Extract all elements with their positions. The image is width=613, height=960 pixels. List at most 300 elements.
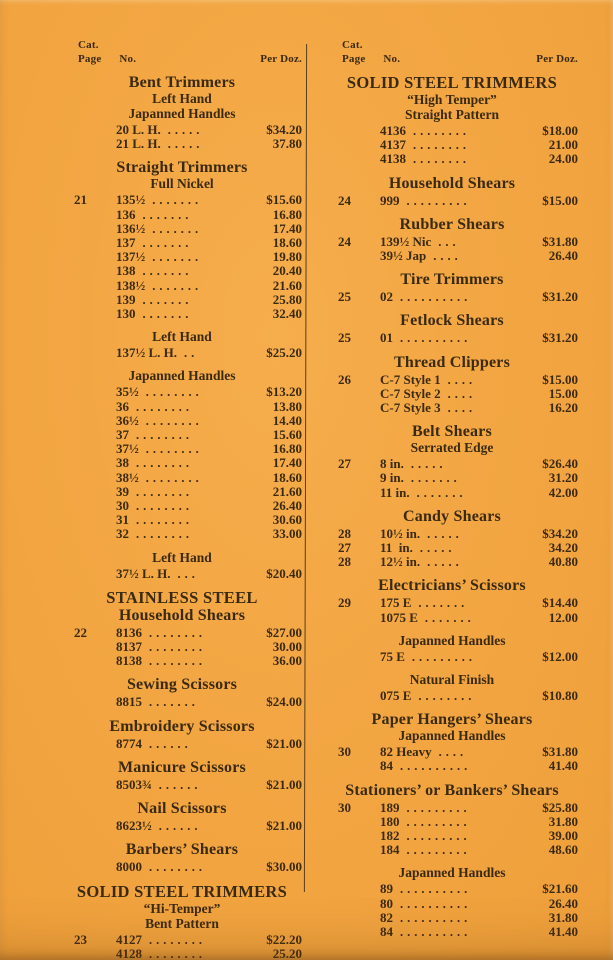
section-headings xyxy=(326,865,578,880)
section-rows xyxy=(326,527,578,570)
price-list-section xyxy=(62,368,302,541)
cat-label: Cat. xyxy=(342,39,363,51)
dot-leader: ........ xyxy=(136,428,193,443)
price-per-dozen: 39.00 xyxy=(548,828,578,844)
price-row xyxy=(62,307,302,321)
price-row xyxy=(62,250,302,264)
item-number: 137½ L. H. xyxy=(116,345,178,361)
price-row xyxy=(62,293,302,307)
price-per-dozen: 36.00 xyxy=(272,653,302,669)
price-list-section xyxy=(326,312,578,345)
dot-leader: .. xyxy=(184,346,199,361)
dot-leader: .... xyxy=(433,249,462,264)
price-per-dozen: 37.80 xyxy=(272,136,302,152)
dot-leader: ....... xyxy=(152,221,203,236)
price-per-dozen: 21.00 xyxy=(548,137,578,153)
price-per-dozen: 31.80 xyxy=(548,813,578,829)
catalog-page-number: 26 xyxy=(338,371,351,387)
price-per-dozen: $31.80 xyxy=(542,744,578,760)
price-list-section xyxy=(326,672,578,703)
dot-leader: .......... xyxy=(400,290,472,305)
price-per-dozen: 15.00 xyxy=(548,385,578,401)
price-per-dozen: 25.20 xyxy=(272,945,302,960)
item-number: C-7 Style 1 xyxy=(380,371,441,387)
item-number: 4127 xyxy=(116,931,142,947)
item-number: 36½ xyxy=(116,412,139,428)
item-number: 11 in. xyxy=(380,484,410,500)
dot-leader: ....... xyxy=(149,695,199,710)
price-per-dozen: 24.00 xyxy=(548,151,578,167)
dot-leader: .......... xyxy=(400,759,472,774)
item-number: 1075 E xyxy=(380,609,418,625)
section-rows xyxy=(326,331,578,345)
item-number: 8 in. xyxy=(380,456,404,472)
price-row xyxy=(62,222,302,236)
price-per-dozen: 18.60 xyxy=(272,235,302,251)
price-row xyxy=(62,933,302,947)
price-per-dozen: $34.20 xyxy=(266,122,302,137)
price-row xyxy=(326,925,578,939)
catalog-page-number: 22 xyxy=(74,624,87,640)
price-per-dozen: 13.80 xyxy=(272,398,302,414)
price-per-dozen: 21.60 xyxy=(272,483,302,499)
item-number: 138 xyxy=(116,263,136,279)
price-row xyxy=(62,385,302,399)
price-row xyxy=(62,279,302,293)
section-rows xyxy=(62,778,302,792)
dot-leader: ......... xyxy=(406,814,471,829)
dot-leader: ...... xyxy=(149,736,192,751)
dot-leader: ..... xyxy=(419,541,456,556)
item-number: 37½ L. H. xyxy=(116,565,171,581)
price-row xyxy=(326,331,578,345)
dot-leader: ...... xyxy=(158,819,202,834)
item-number: 8138 xyxy=(116,653,142,669)
catalog-page-number: 28 xyxy=(338,525,351,541)
dot-leader: ....... xyxy=(142,236,193,251)
section-rows xyxy=(326,235,578,263)
item-number: 8774 xyxy=(116,735,142,751)
price-row xyxy=(326,911,578,925)
dot-leader: ....... xyxy=(424,610,475,625)
section-headings xyxy=(326,711,578,743)
price-per-dozen: $21.60 xyxy=(542,881,578,897)
price-row xyxy=(326,801,578,815)
price-per-dozen: 26.40 xyxy=(548,248,578,264)
section-headings xyxy=(62,759,302,776)
section-heading: Belt Shears xyxy=(412,423,492,441)
section-rows xyxy=(326,650,578,664)
section-rows xyxy=(326,290,578,304)
item-number: 189 xyxy=(380,799,400,815)
dot-leader: ........ xyxy=(413,138,470,153)
cat-page-header xyxy=(342,40,365,65)
price-per-dozen: 25.80 xyxy=(272,291,302,307)
per-doz-header: Per Doz. xyxy=(536,53,578,65)
item-number: 8137 xyxy=(116,639,142,655)
item-number: 39 xyxy=(116,483,129,499)
no-header: No. xyxy=(119,53,137,65)
section-headings xyxy=(326,782,578,799)
section-rows xyxy=(62,193,302,321)
section-heading: Natural Finish xyxy=(409,672,495,688)
catalog-page-number: 28 xyxy=(338,554,351,570)
price-per-dozen: 26.40 xyxy=(272,498,302,514)
dot-leader: ....... xyxy=(152,193,203,208)
item-number: 84 xyxy=(380,924,393,940)
dot-leader: ........ xyxy=(418,689,476,704)
section-rows xyxy=(326,689,578,703)
price-row xyxy=(62,567,302,581)
section-rows xyxy=(62,695,302,709)
price-per-dozen: 20.40 xyxy=(272,263,302,279)
price-list-section xyxy=(326,782,578,858)
price-per-dozen: 26.40 xyxy=(548,895,578,911)
price-row xyxy=(62,499,302,513)
item-number: 82 Heavy xyxy=(380,744,432,760)
item-number: 37½ xyxy=(116,441,139,457)
price-per-dozen: $21.00 xyxy=(266,735,302,751)
price-row xyxy=(62,208,302,222)
price-per-dozen: $14.40 xyxy=(542,595,578,611)
price-per-dozen: 15.60 xyxy=(272,427,302,443)
price-row xyxy=(62,414,302,428)
dot-leader: ...... xyxy=(158,777,202,792)
section-rows xyxy=(62,567,302,581)
price-row xyxy=(326,745,578,759)
price-row xyxy=(326,596,578,610)
section-headings xyxy=(62,676,302,693)
price-per-dozen: 31.80 xyxy=(548,909,578,925)
price-row xyxy=(62,471,302,485)
item-number: 35½ xyxy=(116,384,139,400)
section-heading: Embroidery Scissors xyxy=(109,717,255,735)
price-row xyxy=(326,611,578,625)
price-per-dozen: 16.80 xyxy=(272,441,302,457)
section-heading: Bent Pattern xyxy=(145,915,219,931)
dot-leader: ........ xyxy=(136,399,193,414)
price-row xyxy=(62,456,302,470)
dot-leader: ....... xyxy=(152,250,203,265)
item-number: 8503¾ xyxy=(116,776,152,792)
dot-leader: ..... xyxy=(427,526,463,541)
price-per-dozen: 16.80 xyxy=(272,206,302,222)
section-headings xyxy=(62,841,302,858)
item-number: 180 xyxy=(380,813,400,829)
item-number: 80 xyxy=(380,895,393,911)
price-row xyxy=(326,471,578,485)
price-per-dozen: $15.60 xyxy=(266,192,302,208)
item-number: 10½ in. xyxy=(380,525,421,541)
price-row xyxy=(326,541,578,555)
price-per-dozen: 30.00 xyxy=(272,639,302,655)
section-rows xyxy=(326,801,578,858)
dot-leader: .......... xyxy=(400,896,472,911)
section-headings xyxy=(62,550,302,565)
cat-page-header xyxy=(78,40,101,65)
price-per-dozen: $18.00 xyxy=(542,123,578,138)
section-headings xyxy=(326,216,578,233)
price-list-section xyxy=(326,865,578,939)
item-number: 999 xyxy=(380,192,400,208)
price-per-dozen: $21.00 xyxy=(266,818,302,834)
price-row xyxy=(326,759,578,773)
price-list-section xyxy=(326,271,578,304)
price-per-dozen: 33.00 xyxy=(272,526,302,542)
column-header xyxy=(326,40,578,65)
section-heading: “High Temper” xyxy=(407,92,497,107)
item-number: 02 xyxy=(380,289,393,305)
item-number: 20 L. H. xyxy=(116,122,161,137)
section-rows xyxy=(62,626,302,669)
price-row xyxy=(62,737,302,751)
section-headings xyxy=(326,633,578,648)
price-list-section xyxy=(326,354,578,416)
dot-leader: .......... xyxy=(400,882,472,897)
dot-leader: ....... xyxy=(416,485,467,500)
price-per-dozen: $30.00 xyxy=(266,859,302,875)
price-list-section xyxy=(326,508,578,570)
price-list-section xyxy=(62,329,302,360)
section-headings xyxy=(326,271,578,288)
section-headings xyxy=(326,175,578,192)
price-list-section xyxy=(326,423,578,500)
dot-leader: .... xyxy=(447,386,477,401)
price-list-section xyxy=(62,676,302,709)
item-number: 75 E xyxy=(380,648,405,664)
price-list-section xyxy=(62,841,302,874)
item-number: 138½ xyxy=(116,277,146,293)
price-row xyxy=(326,290,578,304)
item-number: 4136 xyxy=(380,123,406,138)
dot-leader: ..... xyxy=(427,555,463,570)
item-number: C-7 Style 2 xyxy=(380,385,441,401)
item-number: 8136 xyxy=(116,624,142,640)
section-heading: Japanned Handles xyxy=(128,106,236,121)
price-list-section xyxy=(62,589,302,669)
price-row xyxy=(62,640,302,654)
item-number: 37 xyxy=(116,427,129,443)
price-row xyxy=(326,401,578,415)
section-heading: Left Hand xyxy=(152,91,212,106)
section-headings xyxy=(62,74,302,121)
item-number: 36 xyxy=(116,398,129,414)
section-rows xyxy=(62,385,302,541)
price-per-dozen: $20.40 xyxy=(266,565,302,581)
dot-leader: ........ xyxy=(149,860,206,875)
item-number: 89 xyxy=(380,881,393,897)
dot-leader: ........ xyxy=(149,932,206,947)
price-row xyxy=(326,897,578,911)
dot-leader: ........ xyxy=(149,654,206,669)
price-row xyxy=(326,882,578,896)
price-per-dozen: 41.40 xyxy=(548,758,578,774)
cat-label: Cat. xyxy=(78,39,99,51)
price-per-dozen: 17.40 xyxy=(272,220,302,236)
price-row xyxy=(326,249,578,263)
dot-leader: ........ xyxy=(145,385,203,400)
price-per-dozen: 40.80 xyxy=(548,554,578,570)
item-number: 8815 xyxy=(116,694,142,710)
price-row xyxy=(62,695,302,709)
dot-leader: .... xyxy=(447,372,477,387)
item-number: 136 xyxy=(116,206,136,222)
dot-leader: ........ xyxy=(149,625,206,640)
catalog-page-number: 27 xyxy=(338,540,351,556)
price-row xyxy=(62,654,302,668)
section-heading: Japanned Handles xyxy=(398,632,506,648)
price-per-dozen: $13.20 xyxy=(266,384,302,400)
dot-leader: ........ xyxy=(145,470,203,485)
price-row xyxy=(62,428,302,442)
section-heading: Tire Trimmers xyxy=(400,271,504,289)
price-row xyxy=(62,527,302,541)
section-rows xyxy=(326,194,578,208)
dot-leader: ........ xyxy=(136,484,193,499)
item-number: C-7 Style 3 xyxy=(380,400,441,416)
per-doz-header: Per Doz. xyxy=(260,53,302,65)
item-number: 4137 xyxy=(380,137,406,153)
dot-leader: .......... xyxy=(400,925,472,940)
item-number: 137 xyxy=(116,235,136,251)
price-per-dozen: $25.80 xyxy=(542,799,578,815)
section-rows xyxy=(326,457,578,500)
section-headings xyxy=(62,718,302,735)
left-column xyxy=(62,40,302,960)
item-number: 21 L. H. xyxy=(116,136,161,152)
item-number: 32 xyxy=(116,526,129,542)
price-per-dozen: 31.20 xyxy=(548,470,578,486)
section-heading: Rubber Shears xyxy=(399,215,505,233)
price-row xyxy=(62,236,302,250)
price-list-section xyxy=(62,74,302,151)
price-list-section xyxy=(326,577,578,624)
section-headings xyxy=(326,577,578,594)
section-heading: Stationers’ or Bankers’ Shears xyxy=(345,781,559,799)
section-heading: Thread Clippers xyxy=(393,353,511,371)
price-per-dozen: $31.20 xyxy=(542,289,578,305)
item-number: 8000 xyxy=(116,859,142,875)
no-header: No. xyxy=(383,53,401,65)
item-number: 39½ Jap xyxy=(380,248,427,264)
price-row xyxy=(62,346,302,360)
dot-leader: ..... xyxy=(167,123,204,137)
item-number: 38½ xyxy=(116,469,139,485)
dot-leader: ....... xyxy=(142,207,193,222)
price-list-section xyxy=(62,718,302,751)
section-rows xyxy=(62,933,302,960)
price-row xyxy=(62,442,302,456)
dot-leader: ....... xyxy=(142,307,193,322)
section-headings xyxy=(62,589,302,624)
price-list-section xyxy=(62,883,302,960)
price-list-section xyxy=(62,159,302,321)
price-per-dozen: $15.00 xyxy=(542,192,578,208)
price-row xyxy=(326,843,578,857)
catalog-page-number: 21 xyxy=(74,192,87,208)
dot-leader: ..... xyxy=(167,137,204,152)
section-heading: STAINLESS STEEL xyxy=(106,587,258,607)
price-row xyxy=(62,947,302,960)
dot-leader: ....... xyxy=(142,264,193,279)
price-row xyxy=(326,555,578,569)
dot-leader: ......... xyxy=(406,193,471,208)
price-per-dozen: 16.20 xyxy=(548,400,578,416)
item-number: 182 xyxy=(380,828,400,844)
section-rows xyxy=(62,737,302,751)
page-label: Page xyxy=(342,53,366,65)
section-heading: Manicure Scissors xyxy=(118,758,246,776)
price-row xyxy=(62,860,302,874)
price-list-section xyxy=(326,74,578,167)
catalog-page-number: 29 xyxy=(338,595,351,611)
section-headings xyxy=(326,672,578,687)
price-row xyxy=(326,194,578,208)
price-row xyxy=(326,124,578,138)
price-row xyxy=(326,486,578,500)
right-sections xyxy=(326,74,578,939)
price-per-dozen: $12.00 xyxy=(542,648,578,664)
dot-leader: ....... xyxy=(152,278,203,293)
section-heading: Japanned Handles xyxy=(128,368,236,384)
price-per-dozen: 21.60 xyxy=(272,277,302,293)
right-column xyxy=(326,40,578,939)
price-list-section xyxy=(326,175,578,208)
item-number: 8623½ xyxy=(116,818,152,834)
item-number: 4138 xyxy=(380,151,406,167)
item-number: 139 xyxy=(116,291,136,307)
section-rows xyxy=(326,596,578,624)
section-rows xyxy=(62,860,302,874)
section-heading: Paper Hangers’ Shears xyxy=(371,711,533,729)
dot-leader: ....... xyxy=(418,596,469,611)
price-per-dozen: 42.00 xyxy=(548,484,578,500)
section-headings xyxy=(326,312,578,329)
section-headings xyxy=(326,508,578,525)
price-per-dozen: $31.80 xyxy=(542,233,578,249)
dot-leader: ... xyxy=(177,566,199,581)
section-rows xyxy=(62,123,302,151)
section-rows xyxy=(326,124,578,167)
price-row xyxy=(326,829,578,843)
section-heading: Left Hand xyxy=(152,549,212,565)
price-row xyxy=(326,138,578,152)
dot-leader: ....... xyxy=(410,471,461,486)
dot-leader: ........ xyxy=(413,152,470,167)
price-per-dozen: 48.60 xyxy=(548,842,578,858)
dot-leader: ......... xyxy=(411,649,477,664)
price-per-dozen: $21.00 xyxy=(266,776,302,792)
price-row xyxy=(326,650,578,664)
dot-leader: ........ xyxy=(136,456,193,471)
dot-leader: ........ xyxy=(149,640,206,655)
catalog-page-number: 25 xyxy=(338,330,351,346)
price-row xyxy=(62,193,302,207)
item-number: 01 xyxy=(380,330,393,346)
catalog-page-number: 30 xyxy=(338,744,351,760)
section-heading: Fetlock Shears xyxy=(400,312,504,330)
price-per-dozen: $24.00 xyxy=(266,694,302,710)
price-per-dozen: 32.40 xyxy=(272,306,302,322)
section-rows xyxy=(326,373,578,416)
column-divider xyxy=(304,44,307,892)
price-row xyxy=(62,513,302,527)
price-row xyxy=(62,264,302,278)
section-heading: Japanned Handles xyxy=(398,865,506,881)
dot-leader: ........ xyxy=(149,946,206,960)
section-rows xyxy=(62,346,302,360)
price-row xyxy=(326,457,578,471)
